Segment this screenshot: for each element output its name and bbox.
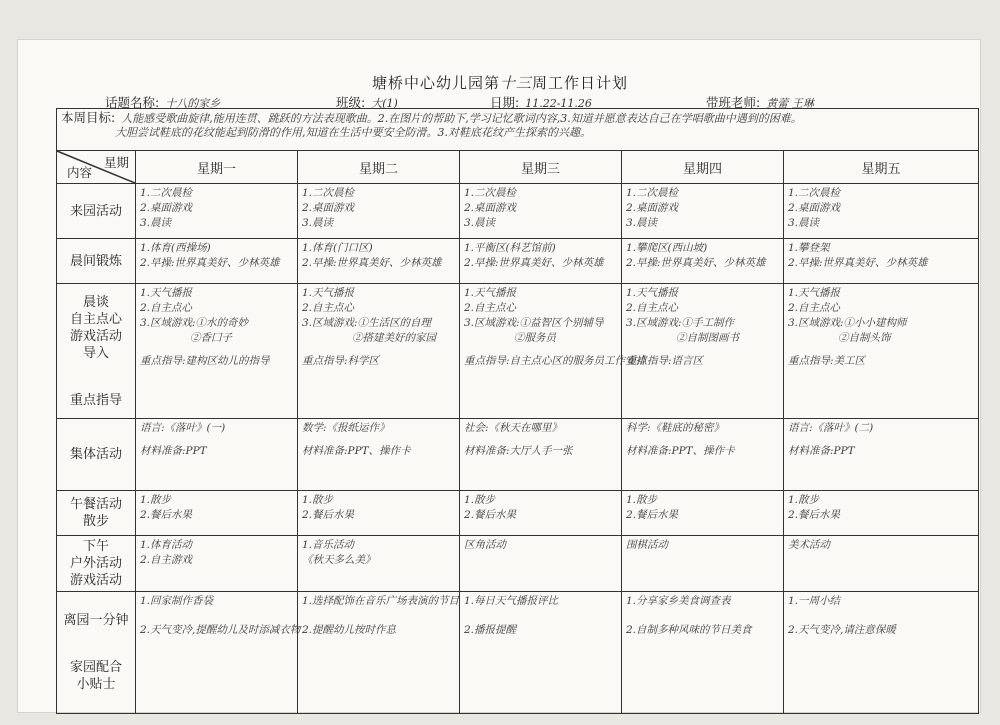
topic-value: 十八的家乡 [165, 97, 221, 110]
row-label-line [61, 644, 131, 659]
plan-cell [622, 536, 784, 592]
cell-line [788, 609, 974, 623]
week-number: 十三 [499, 74, 532, 92]
cell-line: 2.播报提醒 [464, 624, 517, 636]
plan-cell [136, 491, 298, 536]
cell-line: 1.体育活动 [140, 539, 193, 551]
cell-line: 2.提醒幼儿按时作息 [302, 624, 397, 636]
plan-cell [460, 536, 622, 592]
plan-cell [622, 592, 784, 714]
teacher-label: 带班老师: [706, 95, 761, 110]
goals-row [57, 109, 979, 151]
cell-line: 2.自主点心 [464, 302, 517, 314]
cell-line: 2.早操:世界真美好、少林英雄 [626, 257, 766, 269]
day-header-tue: 星期二 [298, 151, 460, 184]
cell-line: 2.早操:世界真美好、少林英雄 [788, 257, 928, 269]
cell-line: 2.自主点心 [626, 302, 679, 314]
row-label-line: 重点指导 [69, 392, 122, 408]
cell-line: 2.早操:世界真美好、少林英雄 [302, 257, 442, 269]
cell-line: 材料准备:PPT [788, 445, 855, 457]
cell-line: 材料准备:PPT、操作卡 [626, 445, 735, 457]
cell-line: 1.二次晨检 [140, 187, 193, 199]
row-label-line: 自主点心 [69, 311, 122, 327]
class-value: 大(1) [371, 97, 398, 110]
cell-line: 围棋活动 [626, 539, 668, 551]
cell-line: 1.攀登架 [788, 242, 830, 254]
cell-line: 材料准备:大厅人手一张 [464, 445, 573, 457]
cell-line: 1.平衡区(科艺馆前) [464, 242, 556, 254]
row-label-line: 游戏活动 [69, 573, 122, 588]
cell-line: ②香囗子 [190, 332, 232, 344]
cell-line: 1.二次晨检 [626, 187, 679, 199]
plan-cell [460, 592, 622, 714]
cell-line: 美术活动 [788, 539, 830, 551]
cell-line: 3.区域游戏:①小小建构师 [788, 317, 907, 329]
topic-label: 话题名称: [105, 95, 160, 110]
cell-line [464, 609, 617, 623]
cell-line: 1.分享家乡美食调查表 [626, 595, 731, 607]
cell-line: 1.回家制作香袋 [140, 595, 214, 607]
plan-cell [460, 239, 622, 284]
plan-row [57, 592, 979, 714]
plan-cell [136, 184, 298, 239]
weekly-plan-table [56, 108, 979, 714]
cell-line: 2.餐后水果 [140, 509, 193, 521]
plan-cell [298, 536, 460, 592]
cell-line: 3.晨读 [140, 217, 172, 229]
cell-line: 2.自制多种风味的节日美食 [626, 624, 752, 636]
plan-cell [460, 491, 622, 536]
page-title [0, 72, 1000, 93]
plan-cell [298, 239, 460, 284]
plan-cell [298, 592, 460, 714]
cell-line: 数学:《报纸运作》 [302, 422, 390, 434]
row-label-line: 小贴士 [76, 677, 116, 692]
cell-line: 1.音乐活动 [302, 539, 355, 551]
header-row [57, 151, 979, 184]
cell-line: 2.餐后水果 [302, 509, 355, 521]
plan-row [57, 536, 979, 592]
plan-cell [784, 239, 979, 284]
plan-cell [622, 184, 784, 239]
plan-cell [784, 284, 979, 419]
cell-line: 3.区域游戏:①水的奇妙 [140, 317, 249, 329]
cell-line: 1.散步 [464, 494, 496, 506]
cell-line: 2.自主点心 [788, 302, 841, 314]
cell-line: 3.区域游戏:①生活区的自理 [302, 317, 432, 329]
day-header-thu: 星期四 [622, 151, 784, 184]
row-label [57, 536, 136, 592]
plan-cell [622, 239, 784, 284]
plan-row [57, 284, 979, 419]
plan-cell [622, 419, 784, 491]
day-header-fri: 星期五 [784, 151, 979, 184]
plan-cell [622, 491, 784, 536]
plan-row [57, 419, 979, 491]
plan-row [57, 491, 979, 536]
cell-line: 2.天气变冷,请注意保暖 [788, 624, 896, 636]
title-suffix: 周工作日计划 [532, 74, 629, 92]
cell-line: 1.散步 [302, 494, 334, 506]
cell-line: 2.餐后水果 [788, 509, 841, 521]
cell-line: 语言:《落叶》(一) [140, 422, 226, 434]
row-label-line: 晨间锻炼 [69, 253, 122, 269]
plan-cell [136, 239, 298, 284]
row-label-line: 导入 [82, 345, 109, 361]
plan-cell [298, 284, 460, 419]
date-label: 日期: [490, 95, 520, 110]
row-label-line: 晨谈 [82, 294, 109, 310]
row-label-line: 午餐活动 [69, 497, 122, 512]
row-label [57, 184, 136, 239]
plan-cell [784, 184, 979, 239]
plan-cell [298, 491, 460, 536]
plan-cell [622, 284, 784, 419]
cell-line: 1.每日天气播报评比 [464, 595, 559, 607]
cell-line: 1.天气播报 [626, 287, 679, 299]
cell-line [302, 609, 455, 623]
cell-line [140, 609, 293, 623]
goals-label: 本周目标: [61, 110, 116, 125]
goals-line-1: 人能感受歌曲旋律,能用连贯、跳跃的方法表现歌曲。2.在图片的帮助下,学习记忆歌词内容,3.知道并愿意表达自己在学唱歌曲中遇到的困难。 [121, 112, 802, 125]
date-value: 11.22-11.26 [525, 97, 592, 110]
cell-line: 2.自主点心 [302, 302, 355, 314]
row-label [57, 491, 136, 536]
cell-line: 1.二次晨检 [302, 187, 355, 199]
row-label-line: 集体活动 [69, 447, 122, 462]
cell-line: 1.散步 [788, 494, 820, 506]
row-label [57, 592, 136, 714]
cell-line: 1.攀爬区(西山坡) [626, 242, 708, 254]
cell-line: 2.自主游戏 [140, 554, 193, 566]
corner-header [57, 151, 136, 184]
row-label-line [61, 629, 131, 644]
cell-line: ②服务员 [514, 332, 556, 344]
cell-line: 1.体育(西操场) [140, 242, 211, 254]
plan-cell [136, 284, 298, 419]
cell-line: 2.桌面游戏 [140, 202, 193, 214]
cell-line: 2.餐后水果 [626, 509, 679, 521]
cell-line: 1.天气播报 [140, 287, 193, 299]
row-label-line [61, 362, 131, 377]
cell-line: 1.散步 [626, 494, 658, 506]
plan-row [57, 184, 979, 239]
cell-line: 3.晨读 [464, 217, 496, 229]
row-label [57, 419, 136, 491]
cell-line: 材料准备:PPT [140, 445, 207, 457]
cell-line: 语言:《落叶》(二) [788, 422, 874, 434]
row-label [57, 239, 136, 284]
cell-line: 2.早操:世界真美好、少林英雄 [140, 257, 280, 269]
plan-cell [460, 184, 622, 239]
plan-cell [784, 536, 979, 592]
day-header-wed: 星期三 [460, 151, 622, 184]
cell-line: 2.天气变冷,提醒幼儿及时添减衣物 [140, 624, 301, 636]
row-label-line: 散步 [82, 514, 109, 529]
day-header-mon: 星期一 [136, 151, 298, 184]
row-label-line: 游戏活动 [69, 328, 122, 344]
cell-line: 1.二次晨检 [788, 187, 841, 199]
cell-line: 社会:《秋天在哪里》 [464, 422, 563, 434]
cell-line: 2.自主点心 [140, 302, 193, 314]
cell-line: ②自制图画书 [676, 332, 739, 344]
cell-line: 重点指导:建构区幼儿的指导 [140, 355, 270, 367]
cell-line: 2.桌面游戏 [464, 202, 517, 214]
teacher-value: 黄蕾 王琳 [766, 97, 814, 110]
cell-line: 材料准备:PPT、操作卡 [302, 445, 411, 457]
plan-cell [784, 592, 979, 714]
cell-line: 2.桌面游戏 [302, 202, 355, 214]
cell-line: 重点指导:语言区 [626, 355, 704, 367]
cell-line: 2.餐后水果 [464, 509, 517, 521]
row-label-line: 家园配合 [69, 660, 122, 675]
cell-line: 3.区域游戏:①益智区个别辅导 [464, 317, 604, 329]
plan-cell [784, 491, 979, 536]
cell-line: 1.天气播报 [302, 287, 355, 299]
cell-line: 科学:《鞋底的秘密》 [626, 422, 725, 434]
cell-line: 重点指导:科学区 [302, 355, 380, 367]
title-prefix: 塘桥中心幼儿园第 [371, 74, 500, 92]
row-label-line: 下午 [82, 539, 109, 554]
cell-line: 3.晨读 [626, 217, 658, 229]
plan-cell [298, 184, 460, 239]
corner-content-label: 内容 [67, 165, 93, 180]
cell-line: 1.一周小结 [788, 595, 841, 607]
plan-cell [460, 419, 622, 491]
corner-day-label: 星期 [103, 155, 129, 170]
cell-line: ②自制头饰 [838, 332, 891, 344]
plan-cell [136, 592, 301, 714]
row-label-line: 来园活动 [69, 203, 122, 219]
cell-line: 3.晨读 [302, 217, 334, 229]
cell-line: 1.天气播报 [788, 287, 841, 299]
cell-line: 1.二次晨检 [464, 187, 517, 199]
cell-line: 1.散步 [140, 494, 172, 506]
plan-row [57, 239, 979, 284]
cell-line: 1.选择配饰在音乐广场表演的节目 [302, 595, 460, 607]
plan-cell [136, 536, 298, 592]
plan-cell [784, 419, 979, 491]
cell-line: 区角活动 [464, 539, 506, 551]
row-label-line [61, 377, 131, 392]
plan-cell [298, 419, 460, 491]
cell-line: 3.区域游戏:①手工制作 [626, 317, 735, 329]
cell-line: 重点指导:美工区 [788, 355, 866, 367]
row-label-line: 离园一分钟 [63, 613, 129, 628]
plan-cell [460, 284, 647, 419]
cell-line: 1.体育(门口区) [302, 242, 373, 254]
row-label [57, 284, 136, 419]
class-label: 班级: [336, 95, 366, 110]
plan-cell [136, 419, 298, 491]
cell-line [626, 609, 779, 623]
weekly-goals [57, 109, 979, 151]
cell-line: ②搭建美好的家园 [352, 332, 436, 344]
cell-line: 2.桌面游戏 [788, 202, 841, 214]
row-label-line: 户外活动 [69, 556, 122, 571]
cell-line: 2.早操:世界真美好、少林英雄 [464, 257, 604, 269]
cell-line: 重点指导:自主点心区的服务员工作安排 [464, 355, 647, 367]
cell-line: 2.桌面游戏 [626, 202, 679, 214]
goals-line-2: 大胆尝试鞋底的花纹能起到防滑的作用,知道在生活中要安全防滑。3.对鞋底花纹产生探索的兴趣。 [115, 126, 591, 139]
cell-line: 《秋天多么美》 [302, 554, 376, 566]
cell-line: 3.晨读 [788, 217, 820, 229]
cell-line: 1.天气播报 [464, 287, 517, 299]
